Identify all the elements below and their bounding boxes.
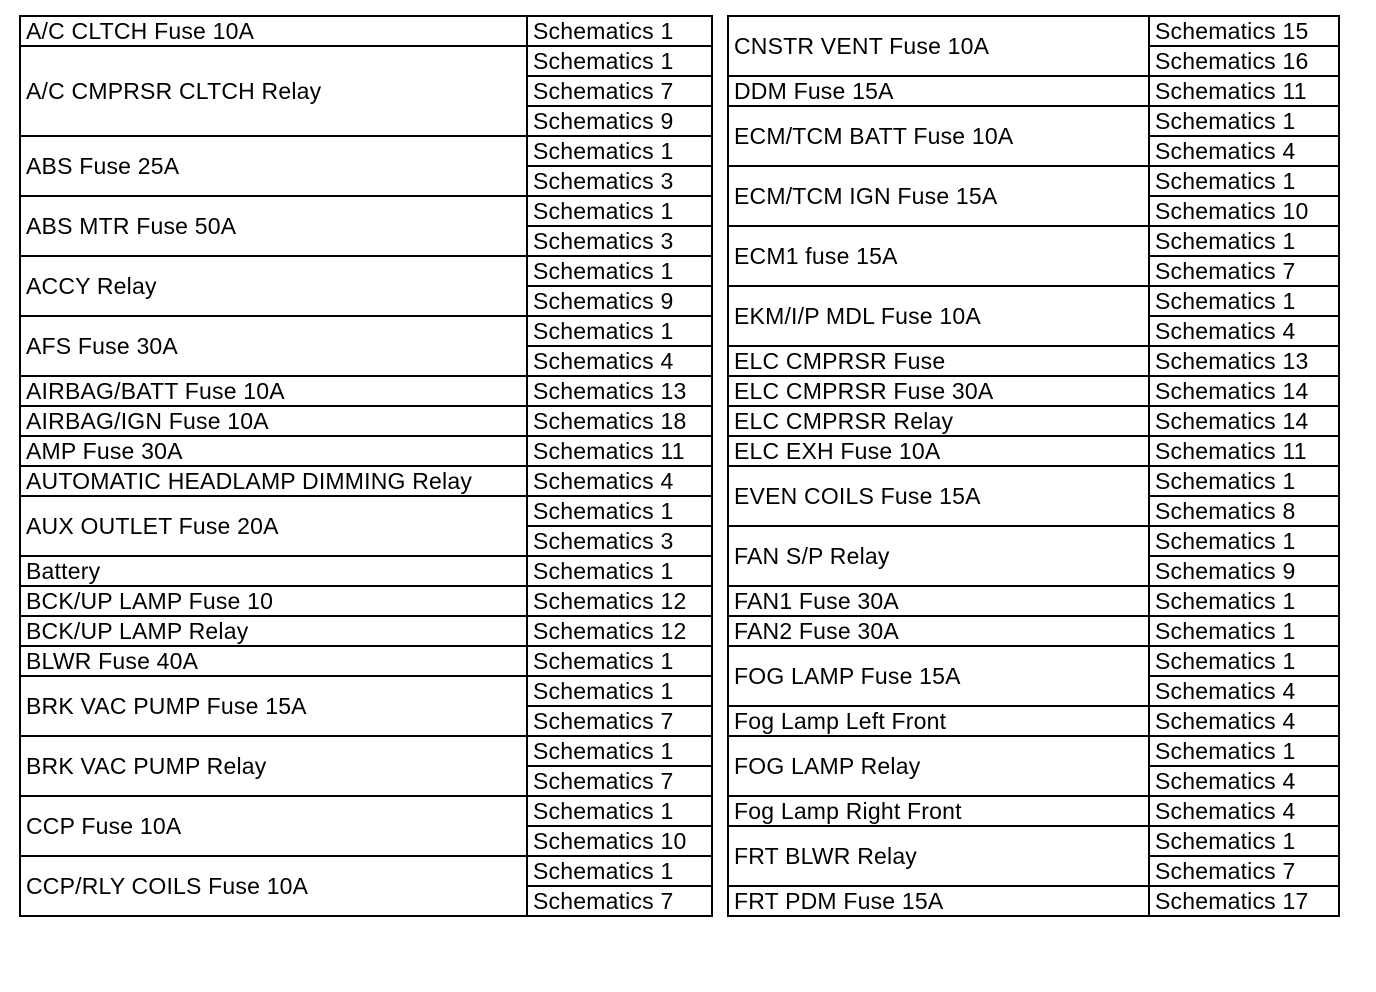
schematic-reference: Schematics 1 bbox=[1149, 616, 1339, 646]
component-name: EKM/I/P MDL Fuse 10A bbox=[728, 286, 1149, 346]
schematic-reference: Schematics 4 bbox=[527, 346, 712, 376]
schematic-reference: Schematics 1 bbox=[527, 856, 712, 886]
schematic-reference: Schematics 1 bbox=[527, 136, 712, 166]
table-row bbox=[728, 466, 1339, 496]
table-row bbox=[728, 346, 1339, 376]
table-row bbox=[728, 586, 1339, 616]
table-row bbox=[20, 736, 712, 766]
schematic-reference: Schematics 7 bbox=[1149, 256, 1339, 286]
table-row bbox=[20, 616, 712, 646]
schematic-reference: Schematics 1 bbox=[527, 736, 712, 766]
component-name: Fog Lamp Left Front bbox=[728, 706, 1149, 736]
schematic-reference: Schematics 1 bbox=[527, 496, 712, 526]
schematic-reference: Schematics 15 bbox=[1149, 16, 1339, 46]
table-row bbox=[20, 436, 712, 466]
component-name: FAN1 Fuse 30A bbox=[728, 586, 1149, 616]
table-row bbox=[20, 376, 712, 406]
schematic-reference: Schematics 7 bbox=[527, 76, 712, 106]
component-name: CCP Fuse 10A bbox=[20, 796, 527, 856]
table-row bbox=[20, 586, 712, 616]
component-name: BLWR Fuse 40A bbox=[20, 646, 527, 676]
schematic-reference: Schematics 16 bbox=[1149, 46, 1339, 76]
component-name: ELC CMPRSR Fuse 30A bbox=[728, 376, 1149, 406]
component-name: ELC EXH Fuse 10A bbox=[728, 436, 1149, 466]
table-row bbox=[20, 676, 712, 706]
schematic-reference: Schematics 1 bbox=[527, 256, 712, 286]
left-index-body bbox=[20, 16, 712, 916]
schematic-reference: Schematics 1 bbox=[527, 556, 712, 586]
component-name: FAN S/P Relay bbox=[728, 526, 1149, 586]
schematic-reference: Schematics 1 bbox=[527, 316, 712, 346]
schematic-reference: Schematics 4 bbox=[527, 466, 712, 496]
component-name: FRT PDM Fuse 15A bbox=[728, 886, 1149, 916]
schematic-reference: Schematics 1 bbox=[1149, 526, 1339, 556]
schematic-reference: Schematics 1 bbox=[1149, 826, 1339, 856]
component-name: ECM/TCM BATT Fuse 10A bbox=[728, 106, 1149, 166]
component-name: AIRBAG/IGN Fuse 10A bbox=[20, 406, 527, 436]
component-name: AMP Fuse 30A bbox=[20, 436, 527, 466]
component-name: BRK VAC PUMP Relay bbox=[20, 736, 527, 796]
component-name: Battery bbox=[20, 556, 527, 586]
component-name: DDM Fuse 15A bbox=[728, 76, 1149, 106]
component-name: Fog Lamp Right Front bbox=[728, 796, 1149, 826]
schematic-reference: Schematics 9 bbox=[527, 106, 712, 136]
right-index-body bbox=[728, 16, 1339, 916]
schematic-reference: Schematics 14 bbox=[1149, 406, 1339, 436]
schematic-reference: Schematics 1 bbox=[1149, 286, 1339, 316]
table-row bbox=[728, 376, 1339, 406]
component-name: AUTOMATIC HEADLAMP DIMMING Relay bbox=[20, 466, 527, 496]
component-name: ABS MTR Fuse 50A bbox=[20, 196, 527, 256]
schematic-reference: Schematics 7 bbox=[527, 706, 712, 736]
table-row bbox=[728, 886, 1339, 916]
schematic-reference: Schematics 4 bbox=[1149, 136, 1339, 166]
schematic-reference: Schematics 1 bbox=[527, 646, 712, 676]
schematic-reference: Schematics 1 bbox=[1149, 166, 1339, 196]
schematic-reference: Schematics 1 bbox=[1149, 646, 1339, 676]
table-row bbox=[728, 736, 1339, 766]
component-name: CNSTR VENT Fuse 10A bbox=[728, 16, 1149, 76]
table-row bbox=[20, 556, 712, 586]
table-row bbox=[728, 406, 1339, 436]
schematic-reference: Schematics 1 bbox=[1149, 736, 1339, 766]
table-row bbox=[20, 256, 712, 286]
right-index-table bbox=[727, 15, 1340, 917]
component-name: AFS Fuse 30A bbox=[20, 316, 527, 376]
table-row bbox=[728, 826, 1339, 856]
schematic-reference: Schematics 1 bbox=[527, 796, 712, 826]
schematic-reference: Schematics 7 bbox=[1149, 856, 1339, 886]
schematic-reference: Schematics 4 bbox=[1149, 676, 1339, 706]
schematic-reference: Schematics 1 bbox=[527, 196, 712, 226]
table-row bbox=[20, 316, 712, 346]
schematic-reference: Schematics 7 bbox=[527, 886, 712, 916]
schematic-reference: Schematics 3 bbox=[527, 526, 712, 556]
component-name: ECM1 fuse 15A bbox=[728, 226, 1149, 286]
component-name: AIRBAG/BATT Fuse 10A bbox=[20, 376, 527, 406]
component-name: EVEN COILS Fuse 15A bbox=[728, 466, 1149, 526]
component-name: BCK/UP LAMP Fuse 10 bbox=[20, 586, 527, 616]
schematic-reference: Schematics 3 bbox=[527, 166, 712, 196]
table-row bbox=[728, 16, 1339, 46]
schematic-reference: Schematics 4 bbox=[1149, 766, 1339, 796]
schematic-reference: Schematics 11 bbox=[527, 436, 712, 466]
component-name: BRK VAC PUMP Fuse 15A bbox=[20, 676, 527, 736]
schematic-reference: Schematics 10 bbox=[1149, 196, 1339, 226]
component-name: A/C CMPRSR CLTCH Relay bbox=[20, 46, 527, 136]
table-row bbox=[728, 646, 1339, 676]
schematic-reference: Schematics 3 bbox=[527, 226, 712, 256]
schematic-reference: Schematics 1 bbox=[1149, 226, 1339, 256]
table-row bbox=[20, 136, 712, 166]
component-name: FRT BLWR Relay bbox=[728, 826, 1149, 886]
table-row bbox=[728, 436, 1339, 466]
schematic-reference: Schematics 4 bbox=[1149, 706, 1339, 736]
schematic-reference: Schematics 7 bbox=[527, 766, 712, 796]
table-row bbox=[728, 166, 1339, 196]
component-name: ECM/TCM IGN Fuse 15A bbox=[728, 166, 1149, 226]
schematic-reference: Schematics 1 bbox=[1149, 106, 1339, 136]
table-row bbox=[20, 196, 712, 226]
table-row bbox=[728, 796, 1339, 826]
schematic-reference: Schematics 1 bbox=[527, 16, 712, 46]
schematic-reference: Schematics 4 bbox=[1149, 316, 1339, 346]
schematic-reference: Schematics 18 bbox=[527, 406, 712, 436]
schematic-reference: Schematics 9 bbox=[527, 286, 712, 316]
table-row bbox=[20, 466, 712, 496]
schematic-reference: Schematics 13 bbox=[1149, 346, 1339, 376]
schematic-reference: Schematics 14 bbox=[1149, 376, 1339, 406]
component-name: FOG LAMP Fuse 15A bbox=[728, 646, 1149, 706]
component-name: CCP/RLY COILS Fuse 10A bbox=[20, 856, 527, 916]
table-row bbox=[20, 496, 712, 526]
schematic-reference: Schematics 8 bbox=[1149, 496, 1339, 526]
table-row bbox=[728, 526, 1339, 556]
schematic-reference: Schematics 1 bbox=[527, 46, 712, 76]
schematic-reference: Schematics 12 bbox=[527, 616, 712, 646]
component-name: ELC CMPRSR Relay bbox=[728, 406, 1149, 436]
table-row bbox=[728, 106, 1339, 136]
schematic-reference: Schematics 10 bbox=[527, 826, 712, 856]
schematic-reference: Schematics 1 bbox=[1149, 586, 1339, 616]
table-row bbox=[20, 646, 712, 676]
schematic-reference: Schematics 4 bbox=[1149, 796, 1339, 826]
schematic-reference: Schematics 12 bbox=[527, 586, 712, 616]
schematic-reference: Schematics 9 bbox=[1149, 556, 1339, 586]
schematic-reference: Schematics 11 bbox=[1149, 76, 1339, 106]
schematic-reference: Schematics 13 bbox=[527, 376, 712, 406]
component-name: ELC CMPRSR Fuse bbox=[728, 346, 1149, 376]
schematic-reference: Schematics 1 bbox=[527, 676, 712, 706]
component-name: AUX OUTLET Fuse 20A bbox=[20, 496, 527, 556]
component-name: FAN2 Fuse 30A bbox=[728, 616, 1149, 646]
schematic-reference: Schematics 1 bbox=[1149, 466, 1339, 496]
table-row bbox=[728, 286, 1339, 316]
component-name: ACCY Relay bbox=[20, 256, 527, 316]
table-row bbox=[20, 406, 712, 436]
table-row bbox=[728, 76, 1339, 106]
component-name: A/C CLTCH Fuse 10A bbox=[20, 16, 527, 46]
table-row bbox=[20, 796, 712, 826]
schematic-reference: Schematics 17 bbox=[1149, 886, 1339, 916]
component-name: FOG LAMP Relay bbox=[728, 736, 1149, 796]
table-row bbox=[20, 46, 712, 76]
table-row bbox=[728, 616, 1339, 646]
table-row bbox=[20, 16, 712, 46]
table-row bbox=[728, 226, 1339, 256]
left-index-table bbox=[19, 15, 713, 917]
component-name: ABS Fuse 25A bbox=[20, 136, 527, 196]
table-row bbox=[728, 706, 1339, 736]
table-row bbox=[20, 856, 712, 886]
component-name: BCK/UP LAMP Relay bbox=[20, 616, 527, 646]
schematic-reference: Schematics 11 bbox=[1149, 436, 1339, 466]
